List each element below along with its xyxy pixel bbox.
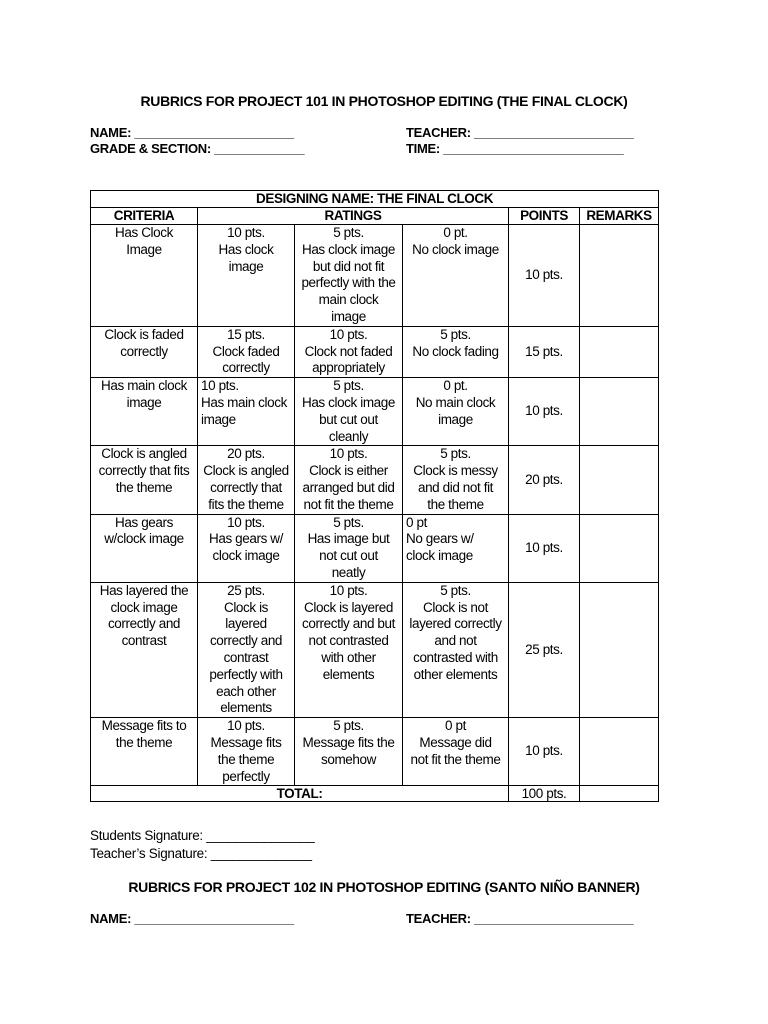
cell-line: layered correctly [409,616,502,632]
cell-line: Clock is [223,599,269,615]
rating-cell [198,225,295,327]
rating-cell [403,446,509,514]
rating-cell [198,378,295,446]
rubric-table [90,190,659,802]
total-label: TOTAL: [91,786,509,802]
criteria-cell [91,326,198,377]
cell-line: 5 pts. [440,582,471,598]
cell-line: correctly and [209,633,283,649]
cell-line: correctly and [107,616,181,632]
cell-line: perfectly with the [301,275,396,291]
cell-line: correctly and but [302,616,395,632]
cell-line: Message fits the [302,734,395,750]
rating-cell [295,446,403,514]
cell-line: Clock is layered [304,599,393,615]
rating-cell [295,514,403,582]
cell-line: Has clock image [301,394,396,410]
cell-line: 5 pts. [333,514,364,530]
cell-line: and not [434,633,477,649]
cell-line: appropriately [312,360,385,376]
teacher-field: TEACHER: _______________________ [406,125,634,140]
cell-line: correctly [120,343,168,359]
cell-line: Has gears [115,514,173,530]
student-signature-field: Students Signature: _______________ [90,828,315,843]
cell-line: clock image [406,548,473,564]
cell-line: contrast [121,633,167,649]
cell-line: correctly that fits [98,463,190,479]
cell-line: 0 pt. [443,378,468,394]
cell-line: Clock is either [309,463,388,479]
cell-line: 10 pts. [227,718,265,734]
rating-cell [403,225,509,327]
cell-line: Message fits [210,734,282,750]
cell-line: each other [216,683,276,699]
cell-line: Has clock [218,241,274,257]
cell-line: Image [126,241,162,257]
cell-line: not cut out [319,548,378,564]
cell-line: image [228,258,264,274]
cell-line: image [438,411,473,427]
cell-line: other elements [413,666,498,682]
cell-line: but did not fit [312,258,385,274]
cell-line: image [126,394,162,410]
cell-line: the theme [115,479,173,495]
cell-line: Clock not faded [304,343,393,359]
cell-line: No clock image [412,241,499,257]
remarks-cell [580,718,659,786]
rating-cell [403,378,509,446]
cell-line: with other [321,649,376,665]
cell-line: Message did [419,734,492,750]
remarks-cell [580,582,659,717]
points-cell: 10 pts. [509,718,580,786]
cell-line: fits the theme [208,496,284,512]
cell-line: Has gears w/ [209,531,283,547]
project2-name-field: NAME: _______________________ [90,911,294,926]
rating-cell [403,514,509,582]
remarks-cell [580,225,659,327]
cell-line: 0 pt. [443,225,468,240]
cell-line: 10 pts. [227,514,265,530]
cell-line: Clock is faded [104,326,184,342]
rating-cell [198,718,295,786]
remarks-cell [580,378,659,446]
cell-line: the theme [115,734,173,750]
header-ratings: RATINGS [198,208,509,225]
project1-title: RUBRICS FOR PROJECT 101 IN PHOTOSHOP EDITING (THE FINAL CLOCK) [140,93,628,109]
table-row [91,582,659,717]
cell-line: No gears w/ [406,531,474,547]
cell-line: not contrasted [308,633,389,649]
grade-section-field: GRADE & SECTION: _____________ [90,141,305,156]
cell-line: w/clock image [104,531,184,547]
cell-line: Clock is not [423,599,488,615]
criteria-cell [91,225,198,327]
cell-line: clock image [110,599,178,615]
criteria-cell [91,378,198,446]
cell-line: 0 pt [406,514,427,530]
header-points: POINTS [509,208,580,225]
rating-cell [295,718,403,786]
cell-line: the theme [217,751,275,767]
criteria-cell [91,514,198,582]
cell-line: 10 pts. [227,225,265,240]
name-field: NAME: _______________________ [90,125,294,140]
table-row [91,225,659,327]
table-row [91,378,659,446]
teacher-signature-field: Teacher’s Signature: ______________ [90,846,312,861]
cell-line: 10 pts. [329,326,368,342]
cell-line: but cut out [319,411,378,427]
cell-line: Clock is messy [413,463,498,479]
table-row [91,514,659,582]
total-remarks-cell [580,786,659,802]
header-remarks: REMARKS [580,208,659,225]
table-row [91,446,659,514]
cell-line: contrasted with [413,649,498,665]
remarks-cell [580,446,659,514]
criteria-cell [91,446,198,514]
project2-title: RUBRICS FOR PROJECT 102 IN PHOTOSHOP EDITING (SANTO NIÑO BANNER) [128,879,640,895]
cell-line: Has main clock [201,394,287,410]
points-cell: 10 pts. [509,514,580,582]
cell-line: Has main clock [101,378,187,394]
time-field: TIME: __________________________ [406,141,624,156]
project2-teacher-field: TEACHER: _______________________ [406,911,634,926]
cell-line: cleanly [328,428,369,444]
cell-line: correctly that [210,479,282,495]
rating-cell [403,718,509,786]
cell-line: main clock [318,292,379,308]
cell-line: 10 pts. [201,378,239,394]
cell-line: image [331,308,366,324]
cell-line: not fit the theme [303,496,394,512]
cell-line: 10 pts. [329,582,368,598]
cell-line: No main clock [415,394,496,410]
criteria-cell [91,582,198,717]
cell-line: No clock fading [412,343,499,359]
cell-line: layered [225,616,267,632]
rating-cell [403,582,509,717]
rating-cell [198,514,295,582]
cell-line: arranged but did [302,479,395,495]
table-caption: DESIGNING NAME: THE FINAL CLOCK [91,191,659,208]
criteria-cell [91,718,198,786]
cell-line: contrast [223,649,269,665]
cell-line: neatly [331,564,366,580]
header-criteria: CRITERIA [91,208,198,225]
points-cell: 20 pts. [509,446,580,514]
cell-line: not fit the theme [410,751,501,767]
rating-cell [295,225,403,327]
cell-line: correctly [222,360,270,376]
cell-line: 20 pts. [227,446,265,462]
cell-line: clock image [212,548,280,564]
table-row [91,326,659,377]
rating-cell [295,378,403,446]
cell-line: the theme [427,496,484,512]
cell-line: Message fits to [101,718,187,734]
cell-line: 5 pts. [440,326,471,342]
cell-line: image [201,411,236,427]
rating-cell [403,326,509,377]
cell-line: perfectly [222,768,270,784]
table-row [91,718,659,786]
cell-line: 5 pts. [333,718,364,734]
total-points: 100 pts. [509,786,580,802]
cell-line: Has clock image [301,241,396,257]
rating-cell [198,326,295,377]
cell-line: 0 pt [445,718,466,734]
cell-line: 5 pts. [440,446,471,462]
cell-line: Has image but [307,531,390,547]
cell-line: Has layered the [99,582,189,598]
cell-line: 10 pts. [329,446,368,462]
cell-line: Clock faded [212,343,280,359]
rating-cell [198,446,295,514]
rating-cell [295,326,403,377]
points-cell: 25 pts. [509,582,580,717]
cell-line: 15 pts. [227,326,265,342]
remarks-cell [580,514,659,582]
points-cell: 10 pts. [509,378,580,446]
cell-line: elements [322,666,375,682]
rating-cell [295,582,403,717]
cell-line: 5 pts. [333,378,364,394]
cell-line: somehow [321,751,376,767]
cell-line: 5 pts. [333,225,364,240]
points-cell: 10 pts. [509,225,580,327]
points-cell: 15 pts. [509,326,580,377]
rating-cell [198,582,295,717]
cell-line: and did not fit [417,479,494,495]
cell-line: elements [220,700,272,716]
cell-line: Clock is angled [203,463,289,479]
cell-line: Has Clock [115,225,173,240]
remarks-cell [580,326,659,377]
cell-line: perfectly with [209,666,283,682]
cell-line: Clock is angled [101,446,187,462]
cell-line: 25 pts. [227,582,265,598]
